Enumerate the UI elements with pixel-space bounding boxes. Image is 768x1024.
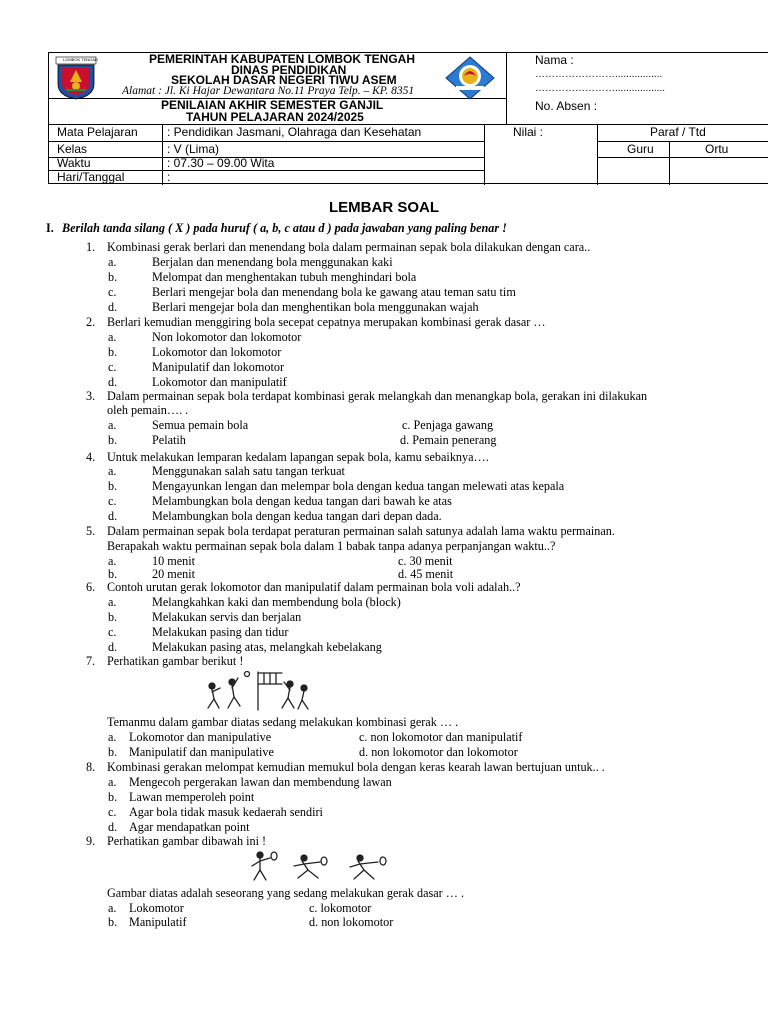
option-text[interactable]: Berlari mengejar bola dan menendang bola ke gawang atau teman satu tim [152,285,516,299]
option-text[interactable]: Manipulatif dan lokomotor [152,360,285,374]
lombok-tengah-logo [54,56,98,100]
volleyball-players-illustration [200,668,312,712]
option-text[interactable]: Melambungkan bola dengan kedua tangan dari depan dada. [152,509,442,523]
option-letter[interactable]: a. [108,730,117,744]
option-letter[interactable]: c. [108,625,117,639]
absen-label: No. Absen : [535,99,598,113]
row-label-subject: Mata Pelajaran [57,125,138,139]
option-letter[interactable]: b. [108,270,118,284]
school-address: Alamat : Jl. Ki Hajar Dewantara No.11 Praya Telp. – KP. 8351 [122,85,415,97]
option-letter[interactable]: d. [108,300,118,314]
option-letter[interactable]: b. [108,915,118,929]
question-text: Berlari kemudian menggiring bola secepat cepatnya merupakan kombinasi gerak dasar … [107,315,546,329]
question-number: 9. [86,834,96,848]
option-text[interactable]: Lokomotor dan lokomotor [152,345,282,359]
option-text[interactable]: Mengayunkan lengan dan melempar bola dengan kedua tangan melewati atas kepala [152,479,565,493]
option-text[interactable]: d. non lokomotor dan lokomotor [359,745,518,759]
question-number: 8. [86,760,96,774]
question-text: Kombinasi gerakan melompat kemudian memukul bola dengan keras kearah lawan bertujuan untuk.. . [107,760,605,774]
question-number: 1. [86,240,96,254]
section-instruction: Berilah tanda silang ( X ) pada huruf ( a, b, c atau d ) pada jawaban yang paling benar ! [62,221,507,235]
logo-caption: LOMBOK TENGAH [63,57,98,62]
nama-field-line-1[interactable]: ……………………................. [535,69,663,80]
option-letter[interactable]: a. [108,464,117,478]
option-text[interactable]: c. non lokomotor dan manipulatif [359,730,523,744]
question-text: Perhatikan gambar berikut ! [107,654,244,668]
option-letter[interactable]: a. [108,330,117,344]
question-number: 6. [86,580,96,594]
ortu-label: Ortu [705,142,729,156]
option-text[interactable]: Lawan memperoleh point [129,790,255,804]
option-letter[interactable]: b. [108,479,118,493]
option-letter[interactable]: d. [108,509,118,523]
option-text[interactable]: 20 menit [152,567,195,581]
question-text-continued: Berapakah waktu permainan sepak bola dalam 1 babak tanpa adanya perpanjangan waktu..? [107,539,556,553]
question-number: 3. [86,389,96,403]
question-text: Dalam permainan sepak bola terdapat kombinasi gerak melangkah dan menangkap bola, gerakan ini dilakukan [107,389,648,403]
option-text[interactable]: Melakukan pasing atas, melangkah kebelakang [152,640,382,654]
option-text[interactable]: Agar mendapatkan point [129,820,250,834]
option-text[interactable]: Melangkahkan kaki dan membendung bola (block) [152,595,401,609]
nama-label: Nama : [535,53,574,67]
option-letter[interactable]: b. [108,433,118,447]
row-value-class: : V (Lima) [167,142,220,156]
option-letter[interactable]: c. [108,805,117,819]
department-name: DINAS PENDIDIKAN [231,63,347,77]
option-text[interactable]: Pelatih [152,433,186,447]
question-text: Perhatikan gambar dibawah ini ! [107,834,267,848]
question-number: 4. [86,450,96,464]
section-number: I. [46,221,54,235]
row-label-class: Kelas [57,142,88,156]
option-letter[interactable]: b. [108,790,118,804]
option-text[interactable]: Manipulatif dan manipulative [129,745,274,759]
question-text: Dalam permainan sepak bola terdapat peraturan permainan salah satunya adalah lama waktu permainan. [107,524,615,538]
option-letter[interactable]: a. [108,554,117,568]
option-letter[interactable]: d. [108,640,118,654]
option-letter[interactable]: b. [108,345,118,359]
nilai-label: Nilai : [513,125,544,139]
nama-field-line-2[interactable]: …………………….................. [535,83,666,94]
question-text-continued: Gambar diatas adalah seseorang yang sedang melakukan gerak dasar … . [107,886,465,900]
option-letter[interactable]: c. [108,360,117,374]
row-value-date[interactable]: : [167,170,171,184]
row-label-time: Waktu [57,156,91,170]
row-value-time: : 07.30 – 09.00 Wita [167,156,275,170]
option-letter[interactable]: d. [108,375,118,389]
exam-header [48,52,768,184]
school-year: TAHUN PELAJARAN 2024/2025 [186,110,364,124]
option-text[interactable]: Lokomotor dan manipulative [129,730,272,744]
option-letter[interactable]: a. [108,595,117,609]
row-label-date: Hari/Tanggal [57,170,125,184]
agency-name: PEMERINTAH KABUPATEN LOMBOK TENGAH [149,52,415,66]
option-letter[interactable]: c. [108,494,117,508]
option-text[interactable]: Semua pemain bola [152,418,249,432]
option-letter[interactable]: c. [108,285,117,299]
badminton-player-illustration [238,850,408,882]
option-letter[interactable]: b. [108,567,118,581]
option-text[interactable]: Melakukan pasing dan tidur [152,625,289,639]
question-text-continued: Temanmu dalam gambar diatas sedang melakukan kombinasi gerak … . [107,715,459,729]
option-letter[interactable]: a. [108,418,117,432]
exam-title: PENILAIAN AKHIR SEMESTER GANJIL [161,98,384,112]
row-value-subject: : Pendidikan Jasmani, Olahraga dan Kesehatan [167,125,422,139]
option-text[interactable]: Mengecoh pergerakan lawan dan membendung lawan [129,775,392,789]
option-text[interactable]: Lokomotor dan manipulatif [152,375,287,389]
question-number: 7. [86,654,96,668]
guru-label: Guru [627,142,654,156]
option-text[interactable]: Melakukan servis dan berjalan [152,610,302,624]
question-number: 5. [86,524,96,538]
option-text[interactable]: Melompat dan menghentakan tubuh menghindari bola [152,270,417,284]
option-text[interactable]: d. 45 menit [398,567,454,581]
option-text[interactable]: c. Penjaga gawang [402,418,494,432]
option-text[interactable]: Manipulatif [129,915,187,929]
option-letter[interactable]: a. [108,775,117,789]
option-text[interactable]: c. lokomotor [309,901,372,915]
option-text[interactable]: d. Pemain penerang [400,433,497,447]
school-name: SEKOLAH DASAR NEGERI TIWU ASEM [171,73,397,87]
option-letter[interactable]: a. [108,901,117,915]
question-text: Untuk melakukan lemparan kedalam lapangan sepak bola, kamu sebaiknya…. [107,450,489,464]
option-text[interactable]: c. 30 menit [398,554,453,568]
option-letter[interactable]: b. [108,745,118,759]
option-letter[interactable]: d. [108,820,118,834]
option-text[interactable]: Non lokomotor dan lokomotor [152,330,302,344]
option-text[interactable]: Berlari mengejar bola dan menghentikan bola menggunakan wajah [152,300,479,314]
option-text[interactable]: Agar bola tidak masuk kedaerah sendiri [129,805,323,819]
question-text-continued: oleh pemain…. . [107,403,189,417]
option-text[interactable]: Berjalan dan menendang bola menggunakan kaki [152,255,393,269]
option-text[interactable]: d. non lokomotor [309,915,394,929]
option-letter[interactable]: a. [108,255,117,269]
option-text[interactable]: Lokomotor [129,901,184,915]
question-number: 2. [86,315,96,329]
question-text: Kombinasi gerak berlari dan menendang bola dalam permainan sepak bola dilakukan dengan cara.. [107,240,591,254]
option-text[interactable]: 10 menit [152,554,195,568]
page-title: LEMBAR SOAL [329,199,439,216]
tut-wuri-handayani-logo [443,56,497,100]
option-letter[interactable]: b. [108,610,118,624]
option-text[interactable]: Melambungkan bola dengan kedua tangan dari bawah ke atas [152,494,452,508]
option-text[interactable]: Menggunakan salah satu tangan terkuat [152,464,345,478]
question-text: Contoh urutan gerak lokomotor dan manipulatif dalam permainan bola voli adalah..? [107,580,521,594]
paraf-label: Paraf / Ttd [650,125,706,139]
